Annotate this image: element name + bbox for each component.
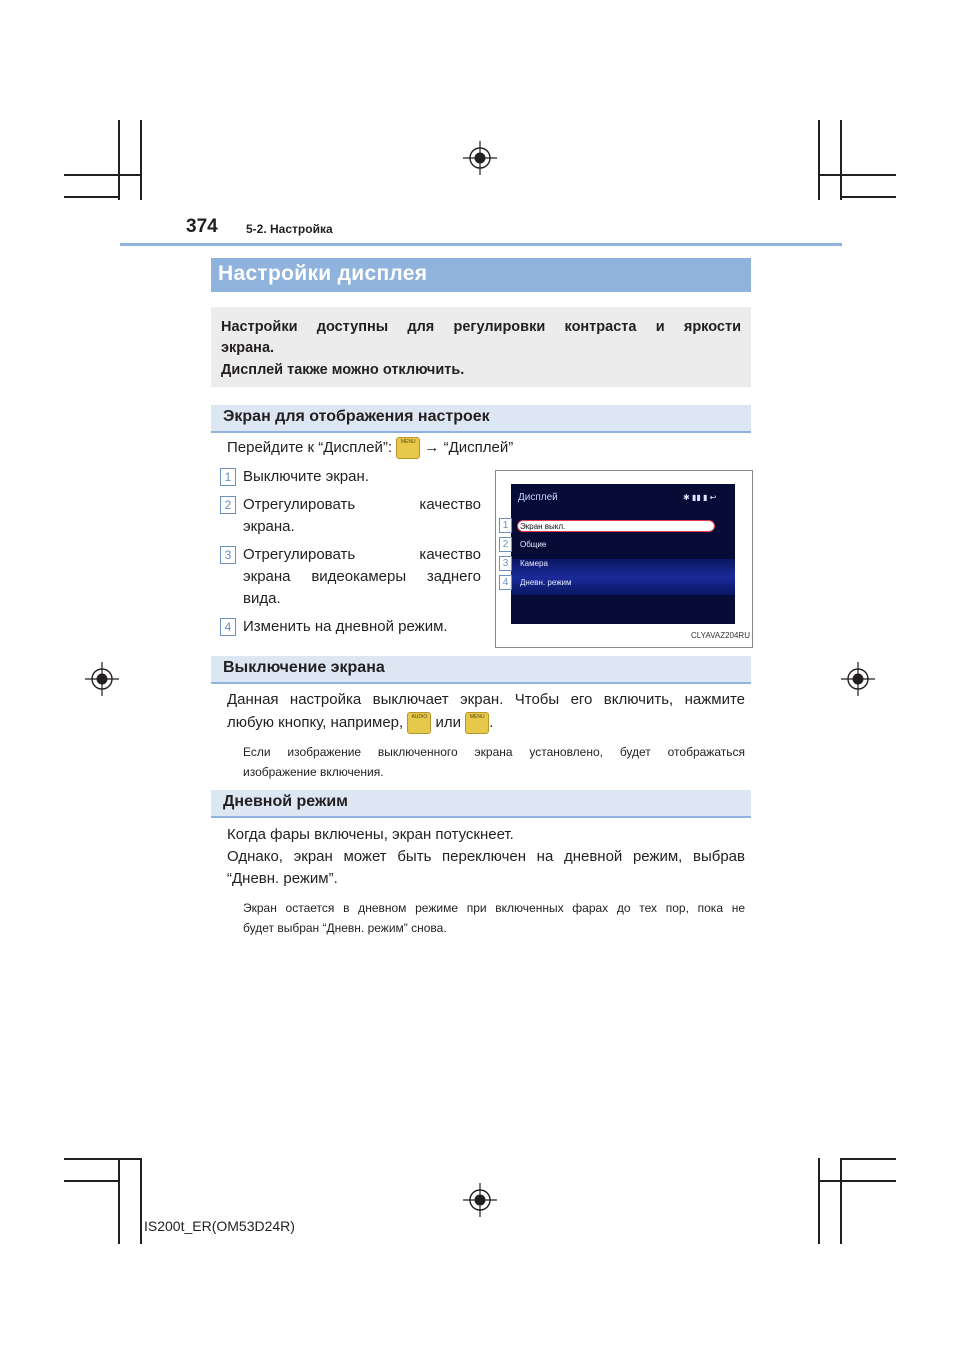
registration-mark-icon bbox=[463, 1183, 497, 1217]
crop-mark bbox=[64, 1180, 119, 1182]
crop-mark bbox=[118, 120, 120, 200]
intro-box bbox=[211, 307, 751, 387]
day-mode-note: будет выбран “Дневн. режим” снова. bbox=[243, 921, 447, 935]
intro-line: Дисплей также можно отключить. bbox=[221, 362, 465, 378]
intro-line: Настройки доступны для регулировки контраста и яркости bbox=[221, 319, 741, 335]
callout-1: 1 bbox=[499, 518, 512, 533]
subheading-screen-off bbox=[211, 656, 751, 684]
item-number-4: 4 bbox=[220, 618, 236, 636]
screen-item: Общие bbox=[520, 540, 547, 549]
crop-mark bbox=[840, 1158, 896, 1160]
day-mode-line: “Дневн. режим”. bbox=[227, 870, 338, 887]
item-text-1: Выключите экран. bbox=[243, 468, 369, 485]
registration-mark-icon bbox=[85, 662, 119, 696]
screen-off-or: или bbox=[435, 714, 462, 731]
day-mode-note: Экран остается в дневном режиме при включенных фарах до тех пор, пока не bbox=[243, 901, 745, 915]
display-screenshot bbox=[511, 484, 735, 624]
page-number: 374 bbox=[186, 216, 218, 237]
arrow-icon: → bbox=[424, 439, 440, 456]
crop-mark bbox=[818, 174, 896, 176]
crop-mark bbox=[140, 120, 142, 200]
screen-title: Дисплей bbox=[518, 492, 558, 503]
crop-mark bbox=[818, 1158, 820, 1244]
intro-line: экрана. bbox=[221, 340, 275, 356]
crop-mark bbox=[818, 1180, 896, 1182]
item-text-3c: вида. bbox=[243, 590, 281, 607]
goto-instruction bbox=[227, 437, 513, 459]
crop-mark bbox=[64, 1158, 141, 1160]
screen-item: Дневн. режим bbox=[520, 578, 572, 587]
item-text-2: Отрегулировать качество bbox=[243, 496, 481, 513]
callout-3: 3 bbox=[499, 556, 512, 571]
crop-mark bbox=[140, 1158, 142, 1244]
screen-item: Камера bbox=[520, 559, 548, 568]
day-mode-line: Однако, экран может быть переключен на дневной режим, выбрав bbox=[227, 848, 745, 865]
page-title: Настройки дисплея bbox=[218, 262, 428, 285]
item-number-3: 3 bbox=[220, 546, 236, 564]
footer-code: IS200t_ER(OM53D24R) bbox=[144, 1218, 295, 1234]
subheading-screen bbox=[211, 405, 751, 433]
screen-off-line bbox=[227, 712, 493, 734]
item-text-4: Изменить на дневной режим. bbox=[243, 618, 448, 635]
section-label: 5-2. Настройка bbox=[246, 222, 333, 236]
screen-off-prefix: любую кнопку, например, bbox=[227, 714, 404, 731]
item-number-1: 1 bbox=[220, 468, 236, 486]
item-text-3: Отрегулировать качество bbox=[243, 546, 481, 563]
menu-button-icon: MENU bbox=[465, 712, 489, 734]
crop-mark bbox=[118, 1158, 120, 1244]
registration-mark-icon bbox=[841, 662, 875, 696]
crop-mark bbox=[840, 120, 842, 200]
crop-mark bbox=[840, 196, 896, 198]
item-text-3b: экрана видеокамеры заднего bbox=[243, 568, 481, 585]
status-icons: ✱ ▮▮ ▮ ↩ bbox=[683, 493, 717, 502]
subheading-text: Экран для отображения настроек bbox=[223, 408, 490, 425]
subheading-text: Дневной режим bbox=[223, 793, 348, 810]
crop-mark bbox=[64, 196, 119, 198]
day-mode-line: Когда фары включены, экран потускнеет. bbox=[227, 826, 514, 843]
figure-code: CLYAVAZ204RU bbox=[691, 631, 750, 640]
subheading-day-mode bbox=[211, 790, 751, 818]
menu-button-icon: MENU bbox=[396, 437, 420, 459]
goto-prefix: Перейдите к “Дисплей”: bbox=[227, 439, 393, 456]
subheading-text: Выключение экрана bbox=[223, 659, 385, 676]
item-number-2: 2 bbox=[220, 496, 236, 514]
crop-mark bbox=[840, 1158, 842, 1244]
screen-item: Экран выкл. bbox=[520, 522, 566, 531]
screen-off-line: Данная настройка выключает экран. Чтобы его включить, нажмите bbox=[227, 691, 745, 708]
callout-4: 4 bbox=[499, 575, 512, 590]
goto-suffix: “Дисплей” bbox=[443, 439, 514, 456]
item-text-2b: экрана. bbox=[243, 518, 295, 535]
audio-button-icon: AUDIO bbox=[407, 712, 431, 734]
screen-off-note: изображение включения. bbox=[243, 765, 384, 779]
crop-mark bbox=[818, 120, 820, 200]
screen-off-note: Если изображение выключенного экрана установлено, будет отображаться bbox=[243, 745, 745, 759]
header-rule bbox=[120, 243, 842, 246]
registration-mark-icon bbox=[463, 141, 497, 175]
screen-off-end: . bbox=[489, 714, 494, 731]
callout-2: 2 bbox=[499, 537, 512, 552]
crop-mark bbox=[64, 174, 141, 176]
